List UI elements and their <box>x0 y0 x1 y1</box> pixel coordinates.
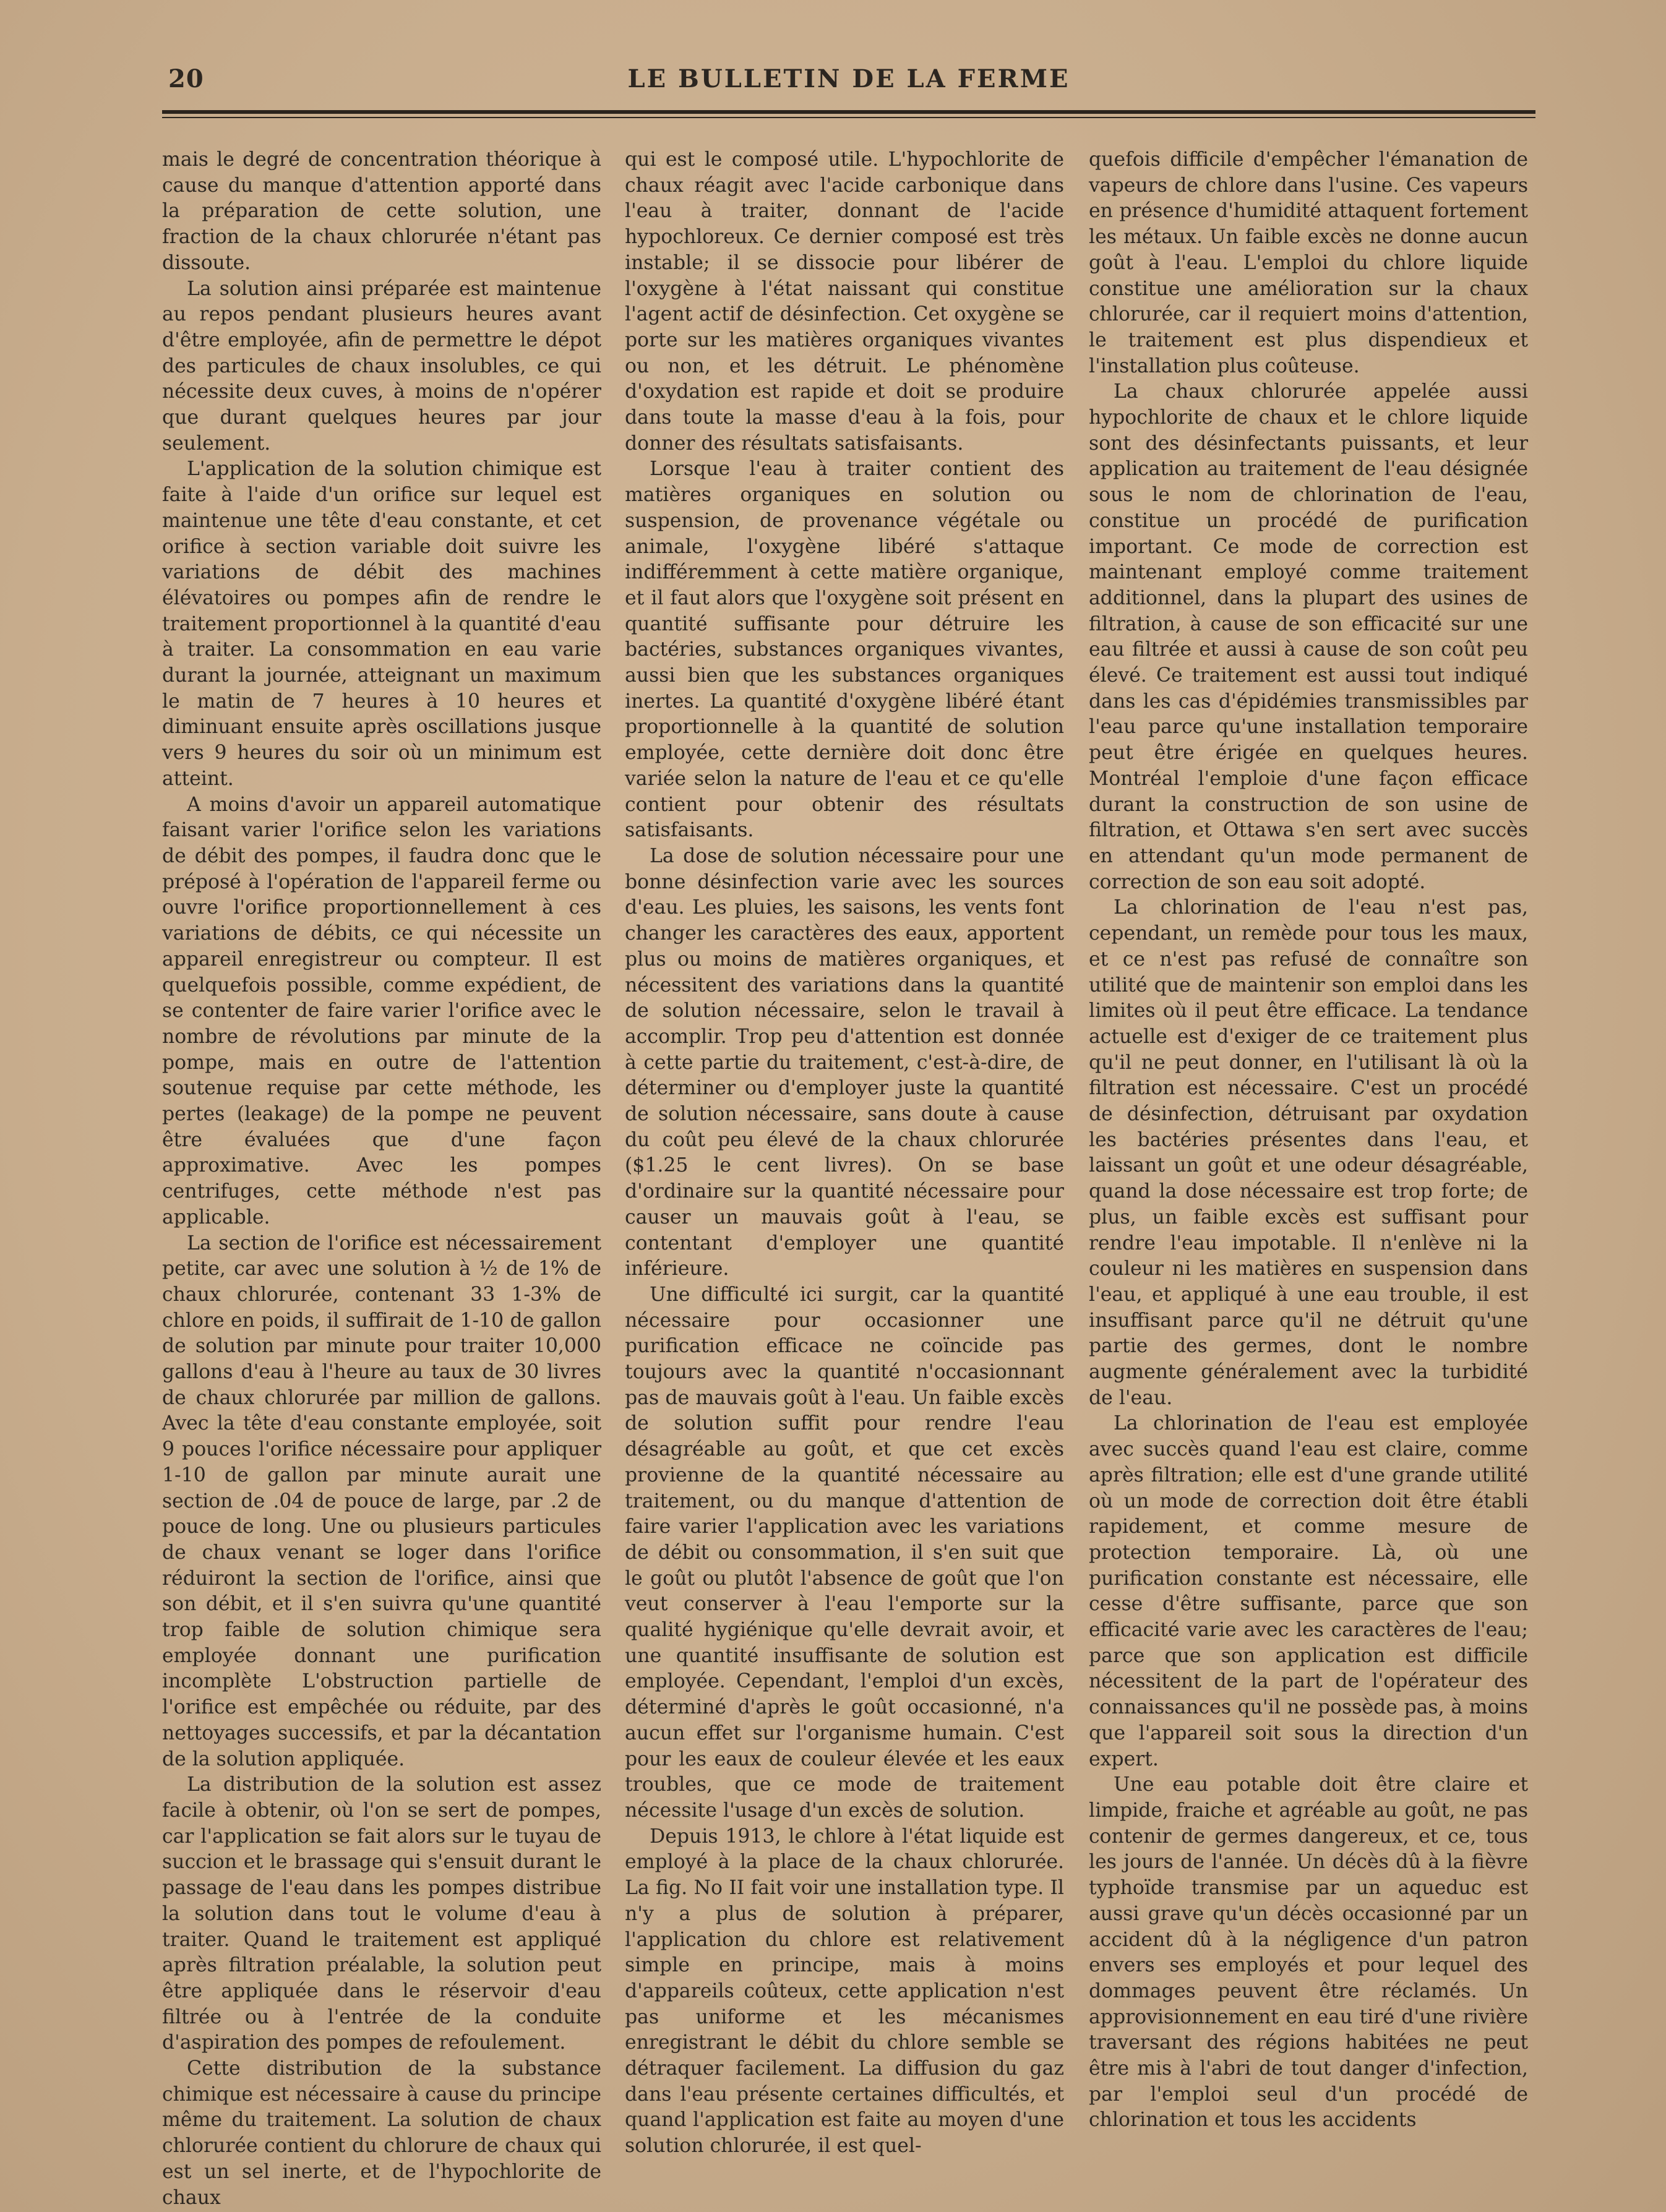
paragraph: La distribution de la solution est assez facile à obtenir, où l'on se sert de pompes, car l'application se fait alors sur le tuyau de succion et le brassage qui s'ensuit durant le passage de l'eau dans les pompes distribue la solution dans tout le volume d'eau à traiter. Quand le traitement est appliqué après filtration préalable, la solution peut être appliquée dans le réservoir d'eau filtrée ou à l'entrée de la conduite d'aspiration des pompes de refoulement. <box>162 1773 601 2054</box>
paragraph: La chlorination de l'eau n'est pas, cependant, un remède pour tous les maux, et ce n'est pas refusé de connaître son utilité que de maintenir son emploi dans les limites où il peut être efficace. La tendance actuelle est d'exiger de ce traitement plus qu'il ne peut donner, en l'utilisant là où la filtration est nécessaire. C'est un procédé de désinfection, détruisant par oxydation les bactéries présentes dans l'eau, et laissant un goût et une odeur désagréable, quand la dose nécessaire est trop forte; de plus, un faible excès est suffisant pour rendre l'eau impotable. Il n'enlève ni la couleur ni les matières en suspension dans l'eau, et appliqué à une eau trouble, il est insuffisant parce qu'il ne détruit qu'une partie des germes, dont le nombre augmente généralement avec la turbidité de l'eau. <box>1089 896 1528 1409</box>
paragraph: Lorsque l'eau à traiter contient des matières organiques en solution ou suspension, de provenance végétale ou animale, l'oxygène libéré s'attaque indifféremment à cette matière organique, et il faut alors que l'oxygène soit présent en quantité suffisante pour détruire les bactéries, substances organiques vivantes, aussi bien que les substances organiques inertes. La quantité d'oxygène libéré étant proportionnelle à la quantité de solution employée, cette dernière doit donc être variée selon la nature de l'eau et ce qu'elle contient pour obtenir des résultats satisfaisants. <box>625 458 1064 842</box>
paragraph: La section de l'orifice est nécessairement petite, car avec une solution à ½ de 1% de chaux chlorurée, contenant 33 1-3% de chlore en poids, il suffirait de 1-10 de gallon de solution par minute pour traiter 10,000 gallons d'eau à l'heure au taux de 30 livres de chaux chlorurée par million de gallons. Avec la tête d'eau constante employée, soit 9 pouces l'orifice nécessaire pour appliquer 1-10 de gallon par minute aurait une section de .04 de pouce de large, par .2 de pouce de long. Une ou plusieurs particules de chaux venant se loger dans l'orifice réduiront la section de l'orifice, ainsi que son débit, et il s'en suivra qu'une quantité trop faible de solution chimique sera employée donnant une purification incomplète L'obstruction partielle de l'orifice est empêchée ou réduite, par des nettoyages successifs, et par la décantation de la solution appliquée. <box>162 1232 601 1770</box>
paragraph: Depuis 1913, le chlore à l'état liquide est employé à la place de la chaux chlorurée. La fig. No II fait voir une installation type. Il n'y a plus de solution à préparer, l'application du chlore est relativement simple en principe, mais à moins d'appareils coûteux, cette application n'est pas uniforme et les mécanismes enregistrant le débit du chlore semble se détraquer facilement. La diffusion du gaz dans l'eau présente certaines difficultés, et quand l'application est faite au moyen d'une solution chlorurée, il est quel- <box>625 1825 1064 2158</box>
running-title: LE BULLETIN DE LA FERME <box>627 64 1070 93</box>
paragraph: L'application de la solution chimique est faite à l'aide d'un orifice sur lequel est maintenue une tête d'eau constante, et cet orifice à section variable doit suivre les variations de débit des machines élévatoires ou pompes afin de rendre le traitement proportionnel à la quantité d'eau à traiter. La consommation en eau varie durant la journée, atteignant un maximum le matin de 7 heures à 10 heures et diminuant ensuite après oscillations jusque vers 9 heures du soir où un minimum est atteint. <box>162 458 601 790</box>
paragraph: A moins d'avoir un appareil automatique faisant varier l'orifice selon les variations de débit des pompes, il faudra donc que le préposé à l'opération de l'appareil ferme ou ouvre l'orifice proportionnellement à ces variations de débits, ce qui nécessite un appareil enregistreur ou compteur. Il est quelquefois possible, comme expédient, de se contenter de faire varier l'orifice avec le nombre de révolutions par minute de la pompe, mais en outre de l'attention soutenue requise par cette méthode, les pertes (leakage) de la pompe ne peuvent être évaluées que d'une façon approximative. Avec les pompes centrifuges, cette méthode n'est pas applicable. <box>162 793 601 1228</box>
paragraph: Une eau potable doit être claire et limpide, fraiche et agréable au goût, ne pas contenir de germes dangereux, et ce, tous les jours de l'année. Un décès dû à la fièvre typhoïde transmise par un aqueduc est aussi grave qu'un décès occasionné par un accident dû à la négligence d'un patron envers ses employés et pour lequel des dommages peuvent être réclamés. Un approvisionnement en eau tiré d'une rivière traversant des régions habitées ne peut être mis à l'abri de tout danger d'infection, par l'emploi seul d'un procédé de chlorination et tous les accidents <box>1089 1773 1528 2132</box>
paragraph: La chaux chlorurée appelée aussi hypochlorite de chaux et le chlore liquide sont des désinfectants puissants, et leur application au traitement de l'eau désignée sous le nom de chlorination de l'eau, constitue un procédé de purification important. Ce mode de correction est maintenant employé comme traitement additionnel, dans la plupart des usines de filtration, à cause de son efficacité sur une eau filtrée et aussi à cause de son coût peu élevé. Ce traitement est aussi tout indiqué dans les cas d'épidémies transmissibles par l'eau parce qu'une installation temporaire peut être érigée en quelques heures. Montréal l'emploie d'une façon efficace durant la construction de son usine de filtration, et Ottawa s'en sert avec succès en attendant qu'un mode permanent de correction de son eau soit adopté. <box>1089 380 1528 893</box>
paragraph: La solution ainsi préparée est maintenue au repos pendant plusieurs heures avant d'être employée, afin de permettre le dépot des particules de chaux insolubles, ce qui nécessite deux cuves, à moins de n'opérer que durant quelques heures par jour seulement. <box>162 277 601 455</box>
paragraph: quefois difficile d'empêcher l'émanation de vapeurs de chlore dans l'usine. Ces vapeurs en présence d'humidité attaquent fortement les métaux. Un faible excès ne donne aucun goût à l'eau. L'emploi du chlore liquide constitue une amélioration sur la chaux chlorurée, car il requiert moins d'attention, le traitement est plus dispendieux et l'installation plus coûteuse. <box>1089 148 1528 377</box>
text-column-1 <box>162 147 601 2209</box>
header-rule-thin <box>162 117 1535 118</box>
text-column-2 <box>625 147 1064 2188</box>
page-number: 20 <box>168 64 204 93</box>
header-rule <box>162 110 1535 114</box>
paragraph: Une difficulté ici surgit, car la quantité nécessaire pour occasionner une purification efficace ne coïncide pas toujours avec la quantité n'occasionnant pas de mauvais goût à l'eau. Un faible excès de solution suffit pour rendre l'eau désagréable au goût, et que cet excès provienne de la quantité nécessaire au traitement, ou du manque d'attention de faire varier l'application avec les variations de débit ou consommation, il s'en suit que le goût ou plutôt l'absence de goût que l'on veut conserver à l'eau l'emporte sur la qualité hygiénique qu'elle devrait avoir, et une quantité insuffisante de solution est employée. Cependant, l'emploi d'un excès, déterminé d'après le goût occasionné, n'a aucun effet sur l'organisme humain. C'est pour les eaux de couleur élevée et les eaux troubles, que ce mode de traitement nécessite l'usage d'un excès de solution. <box>625 1283 1064 1822</box>
paragraph: La dose de solution nécessaire pour une bonne désinfection varie avec les sources d'eau. Les pluies, les saisons, les vents font changer les caractères des eaux, apportent plus ou moins de matières organiques, et nécessitent des variations dans la quantité de solution nécessaire, selon le travail à accomplir. Trop peu d'attention est donnée à cette partie du traitement, c'est-à-dire, de déterminer ou d'employer juste la quantité de solution nécessaire, sans doute à cause du coût peu élevé de la chaux chlorurée ($1.25 le cent livres). On se base d'ordinaire sur la quantité nécessaire pour causer un mauvais goût à l'eau, se contentant d'employer une quantité inférieure. <box>625 844 1064 1280</box>
paragraph: Cette distribution de la substance chimique est nécessaire à cause du principe même du traitement. La solution de chaux chlorurée contient du chlorure de chaux qui est un sel inerte, et de l'hypochlorite de chaux <box>162 2057 601 2209</box>
paragraph: La chlorination de l'eau est employée avec succès quand l'eau est claire, comme après filtration; elle est d'une grande utilité où un mode de correction doit être établi rapidement, et comme mesure de protection temporaire. Là, où une purification constante est nécessaire, elle cesse d'être suffisante, parce que son efficacité varie avec les caractères de l'eau; parce que son application est difficile nécessitent de la part de l'opérateur des connaissances qu'il ne possède pas, à moins que l'appareil soit sous la direction d'un expert. <box>1089 1412 1528 1770</box>
text-column-3 <box>1089 147 1528 2188</box>
page-header <box>168 62 1529 105</box>
paragraph: mais le degré de concentration théorique à cause du manque d'attention apporté dans la préparation de cette solution, une fraction de la chaux chlorurée n'étant pas dissoute. <box>162 148 601 274</box>
paragraph: qui est le composé utile. L'hypochlorite de chaux réagit avec l'acide carbonique dans l'eau à traiter, donnant de l'acide hypochloreux. Ce dernier composé est très instable; il se dissocie pour libérer de l'oxygène à l'état naissant qui constitue l'agent actif de désinfection. Cet oxygène se porte sur les matières organiques vivantes ou non, et les détruit. Le phénomène d'oxydation est rapide et doit se produire dans toute la masse d'eau à la fois, pour donner des résultats satisfaisants. <box>625 148 1064 455</box>
